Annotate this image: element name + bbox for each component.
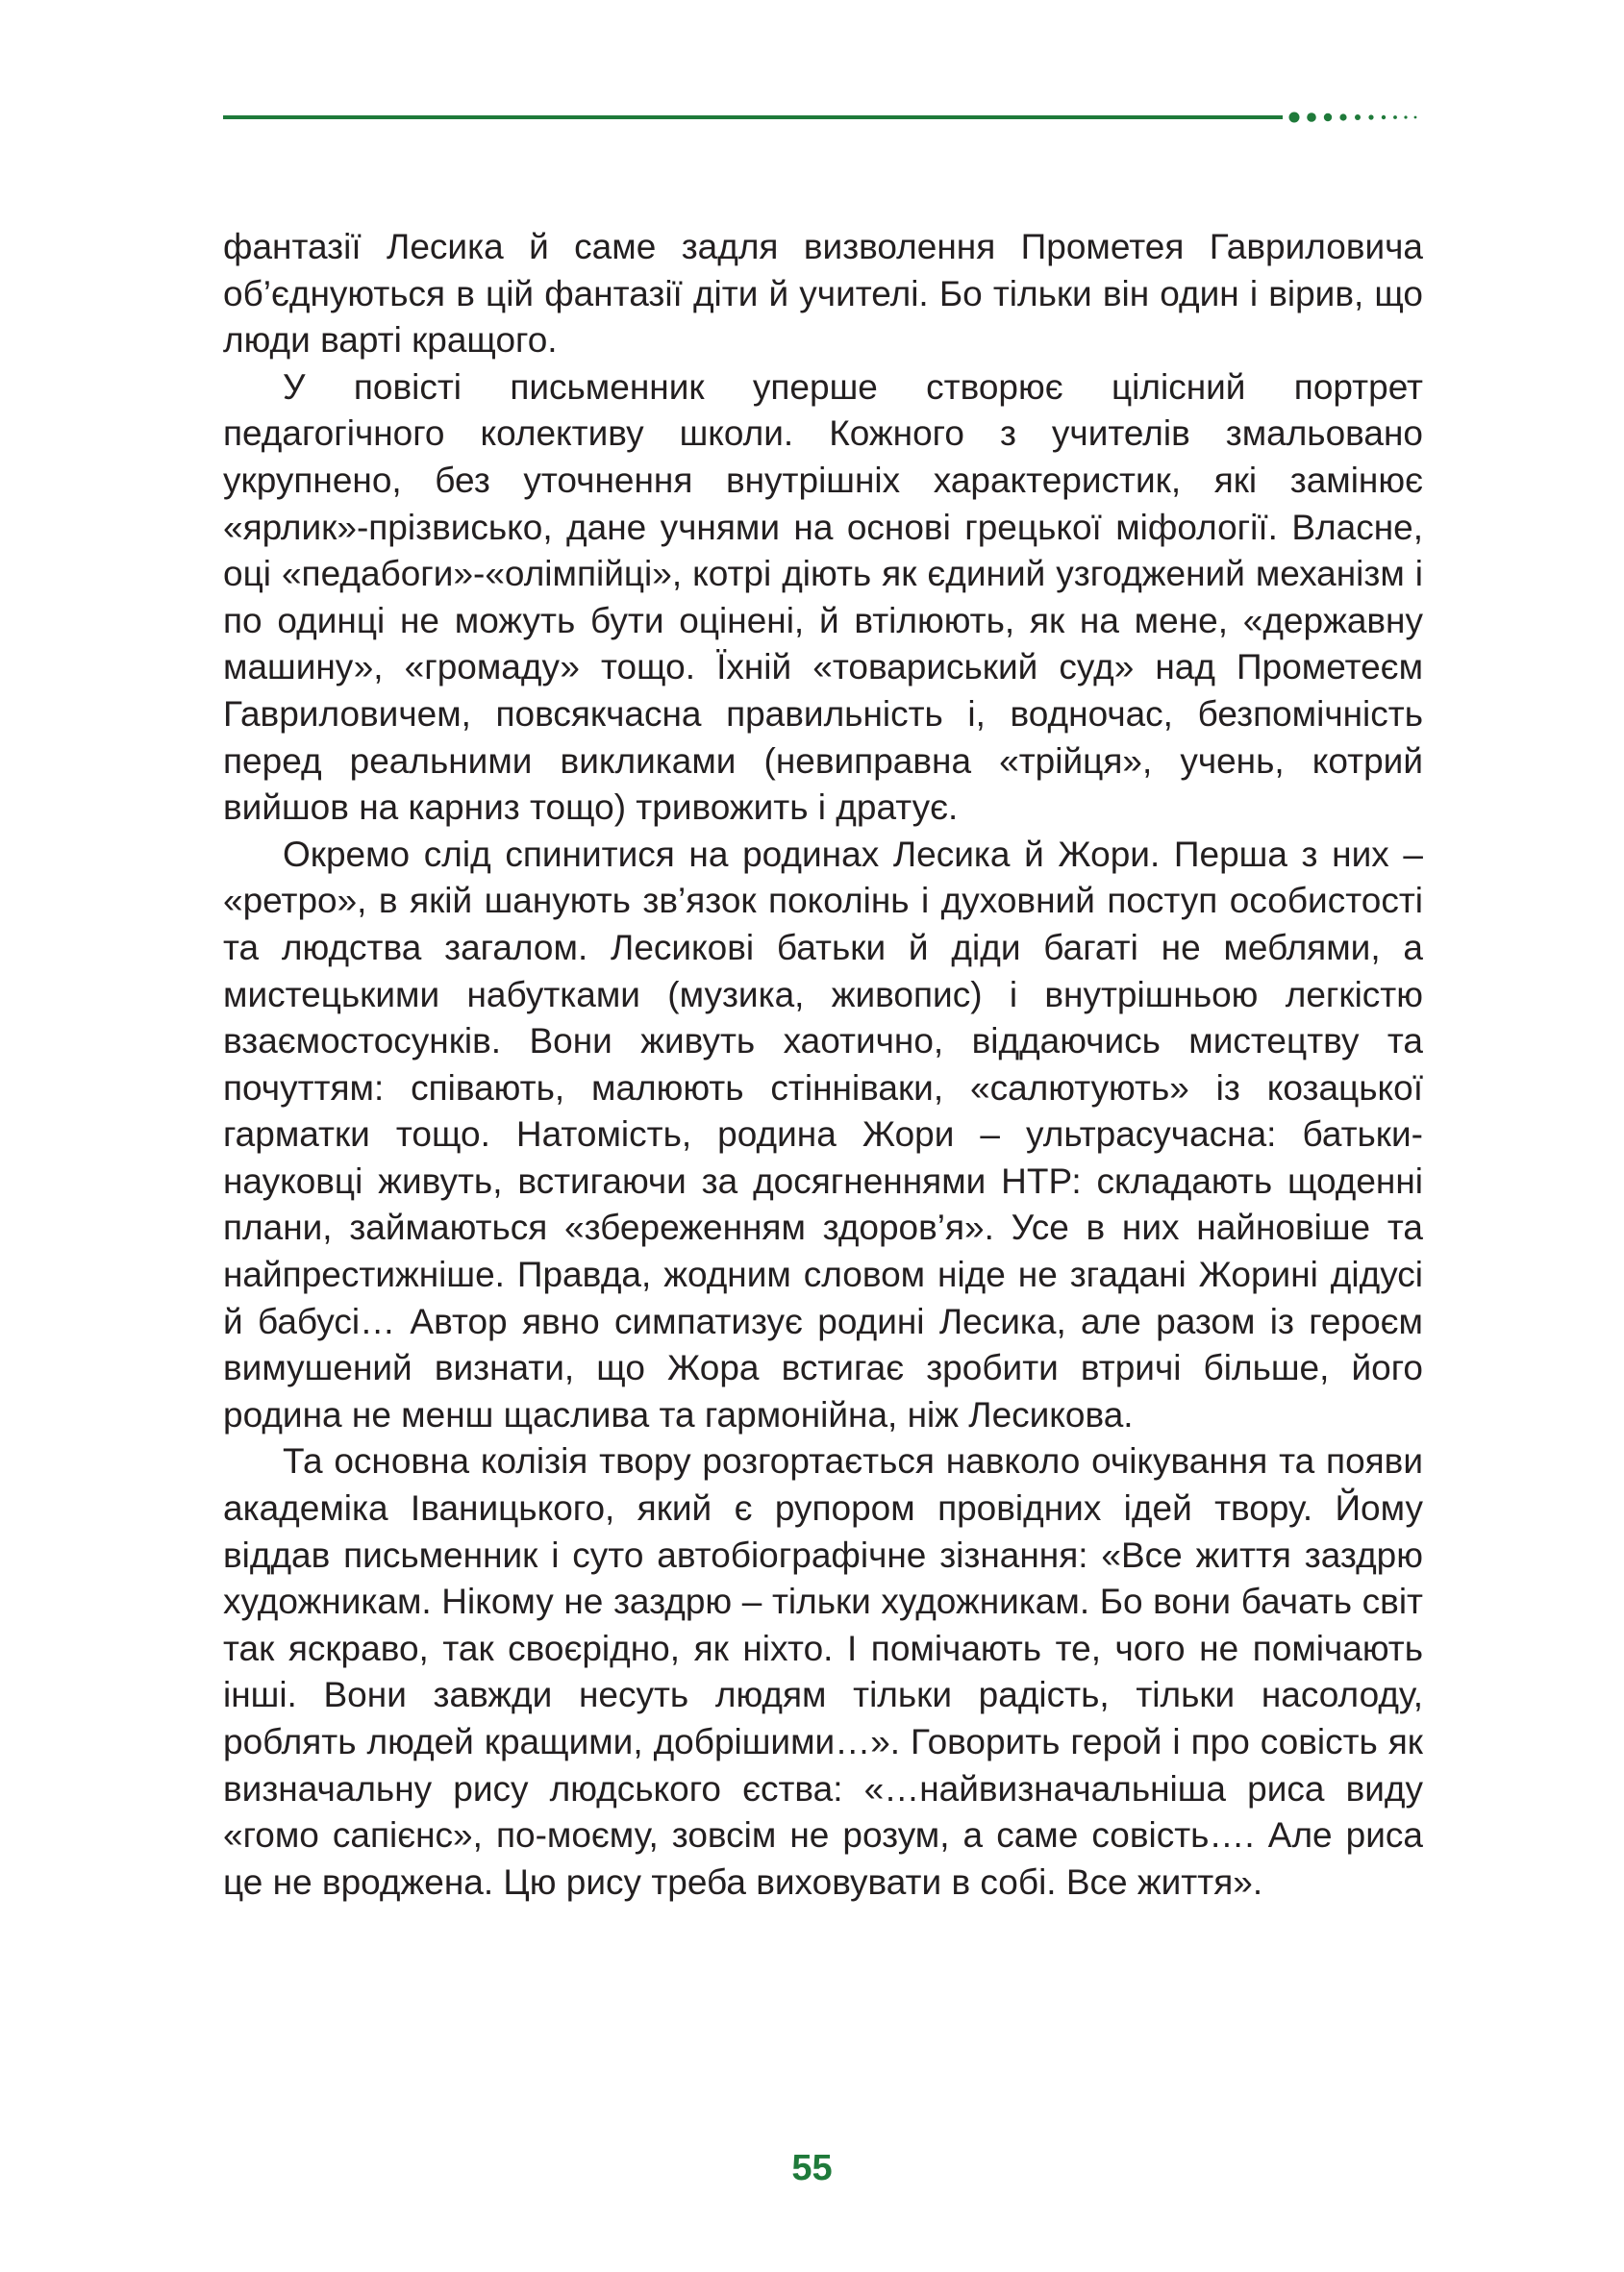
header-rule — [223, 115, 1283, 119]
paragraph: Та основна колізія твору розгортається навколо очікування та появи академіка Іваницького, який є рупором провідних ідей твору. Йому віддав письменник і суто автобіографічне зізнання: «Все життя заздрю художникам. Нікому не заздрю – тільки художникам. Бо вони бачать світ так яскраво, так своєрідно, як ніхто. І помічають те, чого не помічають інші. Вони завжди несуть людям тільки радість, тільки насолоду, роблять людей кращими, добрішими…». Говорить герой і про совість як визначальну рису людського єства: «…найвизначальніша риса виду «гомо сапієнс», по-моєму, зовсім не розум, а саме совість…. Але риса це не вроджена. Цю рису треба виховувати в собі. Все життя». — [223, 1441, 1423, 1902]
header-dotted-ornament — [1287, 110, 1440, 125]
paragraph: У повісті письменник уперше створює цілісний портрет педагогічного колективу школи. Кожного з учителів змальовано укрупнено, без уточнення внутрішніх характеристик, які замінює «ярлик»-прізвисько, дане учнями на основі грецької міфології. Власне, оці «педабоги»-«олімпійці», котрі діють як єдиний узгоджений механізм і по одинці не можуть бути оцінені, й втілюють, як на мене, «державну машину», «громаду» тощо. Їхній «товариський суд» над Прометеєм Гавриловичем, повсякчасна правильність і, водночас, безпомічність перед реальними викликами (невиправна «трійця», учень, котрий вийшов на карниз тощо) тривожить і дратує. — [223, 366, 1423, 828]
paragraph-continuation: фантазії Лесика й саме задля визволення Прометея Гавриловича об’єднуються в цій фантазії діти й учителі. Бо тільки він один і вірив, що люди варті кращого. — [223, 227, 1423, 361]
body-text — [223, 224, 1423, 1906]
page-number: 55 — [791, 2148, 833, 2188]
paragraph: Окремо слід спинитися на родинах Лесика й Жори. Перша з них – «ретро», в якій шанують зв’язок поколінь і духовний поступ особистості та людства загалом. Лесикові батьки й діди багаті не меблями, а мистецькими набутками (музика, живопис) і внутрішньою легкістю взаємостосунків. Вони живуть хаотично, віддаючись мистецтву та почуттям: співають, малюють стінніваки, «салютують» із козацької гарматки тощо. Натомість, родина Жори – ультрасучасна: батьки-науковці живуть, встигаючи за досягненнями НТР: складають щоденні плани, займаються «збереженням здоров’я». Усе в них найновіше та найпрестижніше. Правда, жодним словом ніде не згадані Жорині дідусі й бабусі… Автор явно симпатизує родині Лесика, але разом із героєм вимушений визнати, що Жора встигає зробити втричі більше, його родина не менш щаслива та гармонійна, ніж Лесикова. — [223, 834, 1423, 1435]
